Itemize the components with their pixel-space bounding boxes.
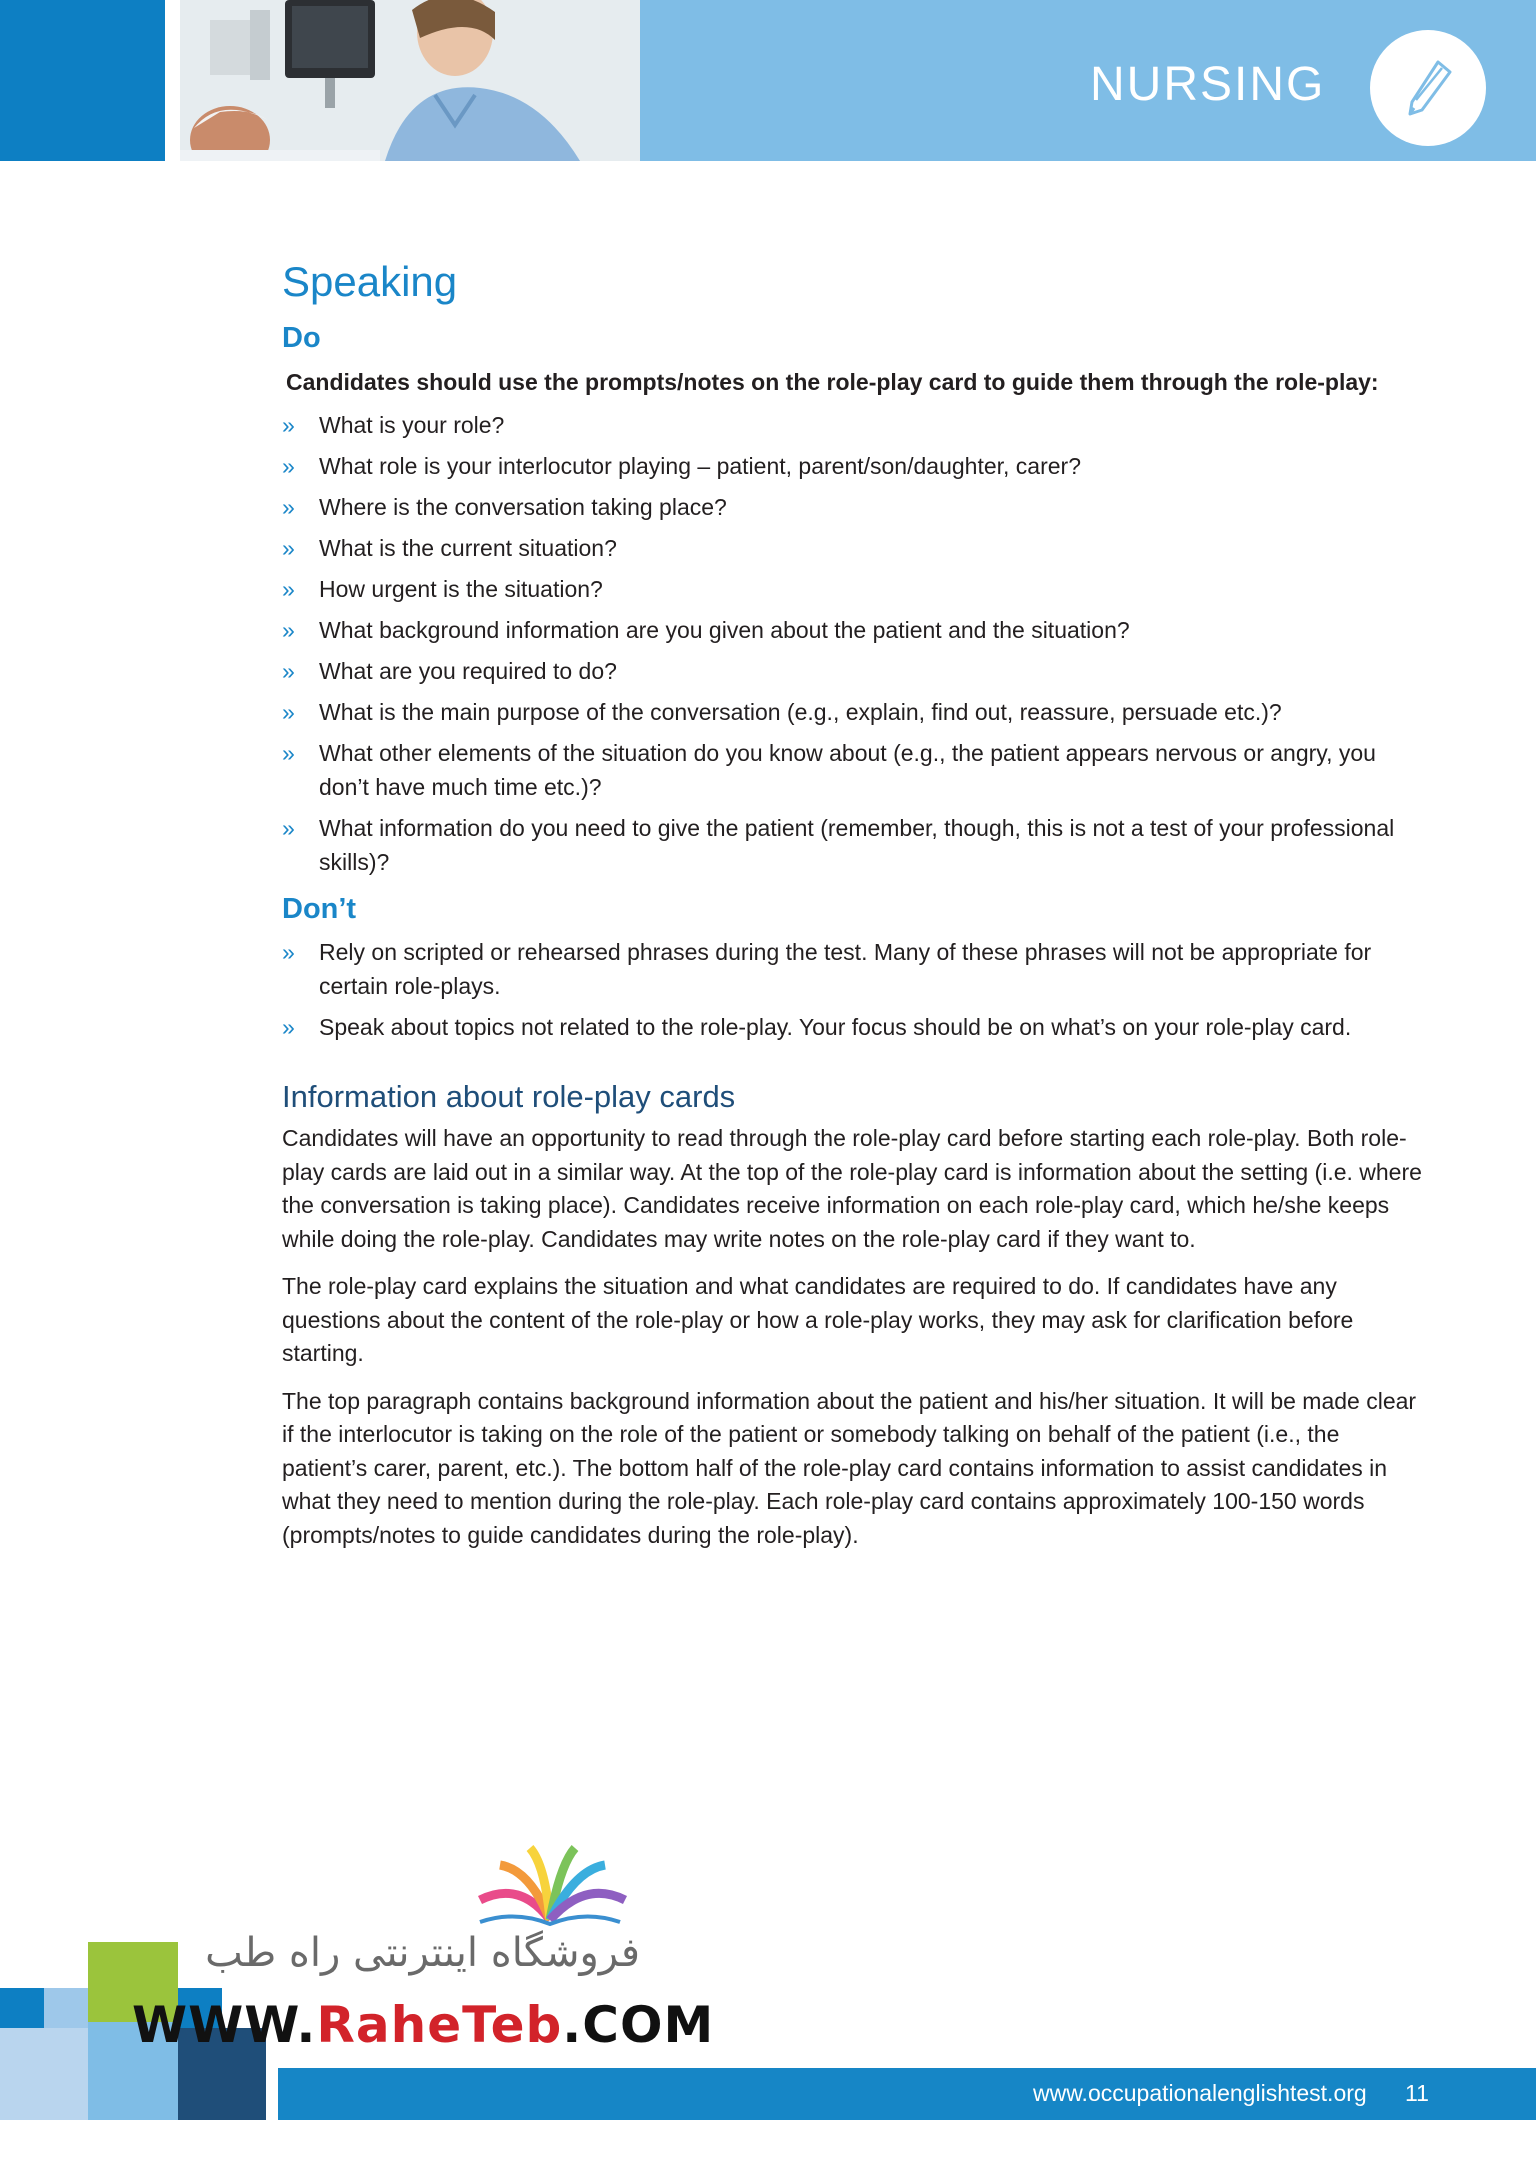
watermark-url: WWW.RaheTeb.COM (132, 1996, 715, 2054)
bullet-chevron-icon: » (282, 494, 295, 520)
info-paragraph: The top paragraph contains background information about the patient and his/her situation. It will be made clear if the interlocutor is taking on the role of the patient or somebody talking on behalf of the patient (i.e., the patient’s carer, parent, etc.). The bottom half of the role-play card contains information to assist candidates in what they need to mention during the role-play. Each role-play card contains approximately 100-150 words (prompts/notes to guide candidates during the role-play). (282, 1387, 1417, 1548)
bullet-chevron-icon: » (282, 740, 295, 766)
list-item: » What is your role? (282, 408, 1422, 442)
do-intro: Candidates should use the prompts/notes on the role-play card to guide them through the role-play: (286, 369, 1379, 395)
bullet-chevron-icon: » (282, 658, 295, 684)
dont-heading: Don’t (282, 893, 357, 925)
info-heading: Information about role-play cards (282, 1079, 736, 1114)
nurse-patient-photo (180, 0, 640, 161)
header-photo (180, 0, 640, 161)
header-blue-block (0, 0, 165, 161)
list-item: » What role is your interlocutor playing – patient, parent/son/daughter, carer? (282, 449, 1422, 483)
bullet-chevron-icon: » (282, 939, 295, 965)
list-item: » What is the current situation? (282, 531, 1422, 565)
info-paragraph: Candidates will have an opportunity to read through the role-play card before starting each role-play. Both role-play cards are laid out in a similar way. At the top of the role-play card is information about the setting (i.e. where the conversation is taking place). Candidates receive information on each role-play card, which he/she keeps while doing the role-play. Candidates may write notes on the role-play card if they want to. (282, 1125, 1422, 1252)
list-item: » How urgent is the situation? (282, 572, 1422, 606)
list-item: » What other elements of the situation do you know about (e.g., the patient appears nervous or angry, you don’t have much time etc.)? (282, 736, 1422, 804)
footer-square (0, 1988, 44, 2028)
pen-icon-circle (1370, 30, 1486, 146)
list-item: » What background information are you given about the patient and the situation? (282, 613, 1422, 647)
do-list (282, 408, 1422, 879)
info-paragraph: The role-play card explains the situation and what candidates are required to do. If candidates have any questions about the content of the role-play or how a role-play works, they may ask for clarification before starting. (282, 1273, 1354, 1366)
bullet-chevron-icon: » (282, 576, 295, 602)
bullet-chevron-icon: » (282, 412, 295, 438)
list-item: » What is the main purpose of the conversation (e.g., explain, find out, reassure, persuade etc.)? (282, 695, 1422, 729)
list-item: » Where is the conversation taking place? (282, 490, 1422, 524)
bullet-chevron-icon: » (282, 535, 295, 561)
list-item: » What information do you need to give the patient (remember, though, this is not a test of your professional skills)? (282, 811, 1422, 879)
footer-square (0, 2028, 88, 2120)
bullet-chevron-icon: » (282, 617, 295, 643)
page-section-title: NURSING (1090, 58, 1326, 111)
footer-website-link[interactable]: www.occupationalenglishtest.org (1033, 2080, 1367, 2106)
list-item: » Rely on scripted or rehearsed phrases during the test. Many of these phrases will not be appropriate for certain role-plays. (282, 935, 1422, 1003)
bullet-chevron-icon: » (282, 699, 295, 725)
dont-list (282, 935, 1422, 1044)
list-item: » Speak about topics not related to the role-play. Your focus should be on what’s on your role-play card. (282, 1010, 1422, 1044)
page-number: 11 (1405, 2080, 1429, 2106)
speaking-heading: Speaking (282, 258, 458, 305)
do-heading: Do (282, 322, 321, 354)
watermark-persian-text: فروشگاه اینترنتی راه طب (205, 1930, 640, 1976)
main-content (282, 254, 1422, 1566)
footer-square (44, 1988, 88, 2028)
pen-icon (1398, 56, 1458, 120)
bullet-chevron-icon: » (282, 815, 295, 841)
list-item: » What are you required to do? (282, 654, 1422, 688)
book-rainbow-logo (460, 1840, 640, 1940)
bullet-chevron-icon: » (282, 1014, 295, 1040)
bullet-chevron-icon: » (282, 453, 295, 479)
